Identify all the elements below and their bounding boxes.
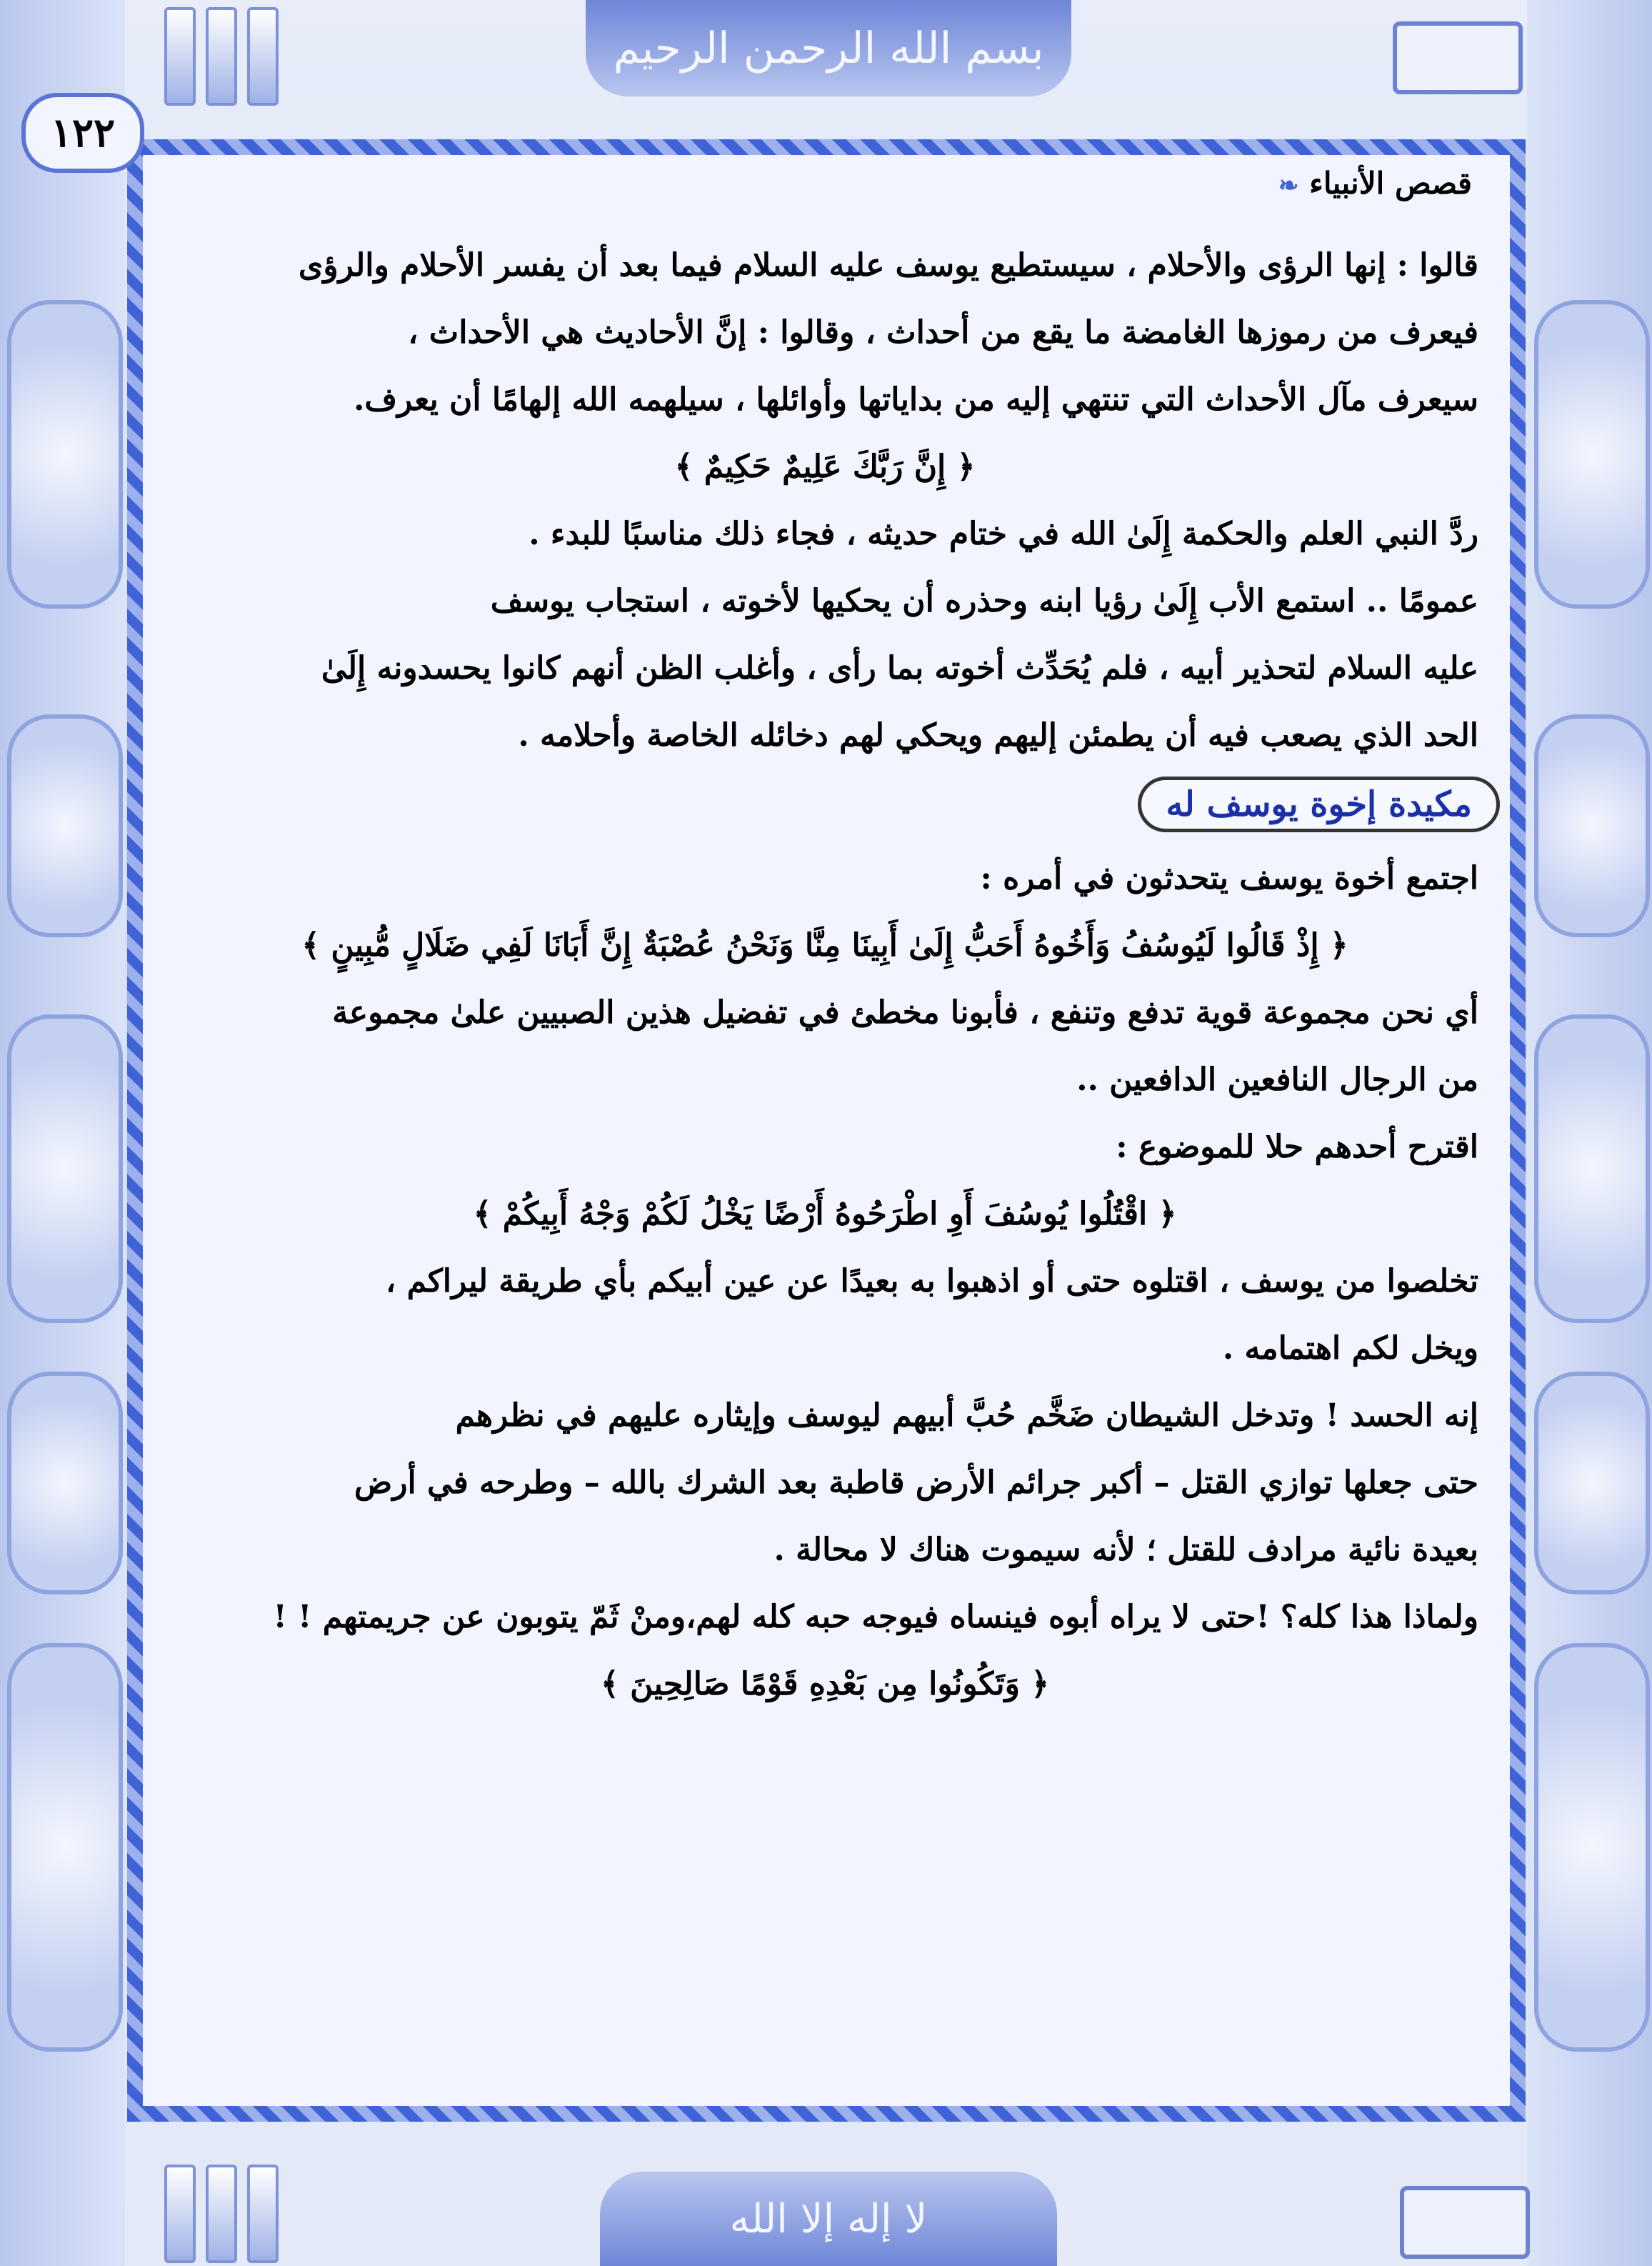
text-line: قالوا : إنها الرؤى والأحلام ، سيستطيع يوسف عليه السلام فيما بعد أن يفسر الأحلام والرؤى (298, 247, 1478, 284)
calligraphy-panel (1534, 714, 1650, 937)
page-number: ١٢٢ (21, 93, 144, 173)
open-book-icon (1400, 2186, 1530, 2259)
quran-verse: ﴿ إِنَّ رَبَّكَ عَلِيمٌ حَكِيمٌ ﴾ (674, 449, 976, 485)
text-line: اقترح أحدهم حلا للموضوع : (1116, 1129, 1478, 1165)
running-head: قصص الأنبياء ❧ (1278, 166, 1472, 201)
section-heading-wrap (171, 772, 1478, 842)
text-line: من الرجال النافعين الدافعين .. (1076, 1062, 1478, 1098)
quran-verse: ﴿ إِذْ قَالُوا لَيُوسُفُ وَأَخُوهُ أَحَبُّ إِلَىٰ أَبِينَا مِنَّا وَنَحْنُ عُصْبَةٌ إِنَّ أَبَانَا لَفِي ضَلَالٍ مُّبِينٍ ﴾ (301, 927, 1348, 964)
candles-icon (164, 2165, 279, 2263)
text-line: اجتمع أخوة يوسف يتحدثون في أمره : (980, 860, 1478, 897)
text-line: ردَّ النبي العلم والحكمة إِلَىٰ الله في ختام حديثه ، فجاء ذلك مناسبًا للبدء . (529, 516, 1478, 552)
text-line: أي نحن مجموعة قوية تدفع وتنفع ، فأبونا مخطئ في تفضيل هذين الصبيين علىٰ مجموعة (332, 994, 1478, 1031)
basmala-text: بسم الله الرحمن الرحيم (613, 23, 1044, 74)
candles-icon (164, 7, 279, 106)
text-line: بعيدة نائية مرادف للقتل ؛ لأنه سيموت هناك لا محالة . (774, 1532, 1478, 1568)
calligraphy-panel (7, 714, 123, 937)
section-heading: مكيدة إخوة يوسف له (1138, 777, 1500, 832)
text-line: سيعرف مآل الأحداث التي تنتهي إليه من بداياتها وأوائلها ، سيلهمه الله إلهامًا أن يعرف. (354, 381, 1478, 418)
calligraphy-panel (1534, 1372, 1650, 1594)
quran-verse: ﴿ وَتَكُونُوا مِن بَعْدِهِ قَوْمًا صَالِحِينَ ﴾ (601, 1666, 1049, 1702)
quran-verse: ﴿ اقْتُلُوا يُوسُفَ أَوِ اطْرَحُوهُ أَرْضًا يَخْلُ لَكُمْ وَجْهُ أَبِيكُمْ ﴾ (473, 1196, 1177, 1232)
shahada-text: لا إله إلا الله (729, 2195, 928, 2242)
text-line: تخلصوا من يوسف ، اقتلوه حتى أو اذهبوا به بعيدًا عن عين أبيكم بأي طريقة ليراكم ، (386, 1263, 1478, 1299)
text-line: إنه الحسد ! وتدخل الشيطان ضَخَّم حُبَّ أبيهم ليوسف وإيثاره عليهم في نظرهم (455, 1397, 1478, 1434)
calligraphy-panel (7, 300, 123, 609)
mosque-image (7, 1643, 123, 2052)
paragraph-group-1 (171, 232, 1478, 434)
text-line: ويخل لكم اهتمامه . (1222, 1330, 1478, 1367)
text-line: حتى جعلها توازي القتل – أكبر جرائم الأرض قاطبة بعد الشرك بالله – وطرحه في أرض (354, 1464, 1478, 1501)
text-line: فيعرف من رموزها الغامضة ما يقع من أحداث ، وقالوا : إنَّ الأحاديث هي الأحداث ، (408, 314, 1478, 351)
kaaba-image (7, 1014, 123, 1323)
top-banner (586, 0, 1071, 96)
body-text (171, 232, 1478, 1718)
paragraph-group-4 (171, 979, 1478, 1181)
text-line: عمومًا .. استمع الأب إِلَىٰ رؤيا ابنه وحذره أن يحكيها لأخوته ، استجاب يوسف (490, 583, 1478, 619)
right-decorative-border (1527, 0, 1652, 2266)
bottom-banner (600, 2172, 1057, 2266)
open-book-icon (1393, 21, 1523, 94)
mosque-image (1534, 1643, 1650, 2052)
left-decorative-border (0, 0, 125, 2266)
text-line: الحد الذي يصعب فيه أن يطمئن إليهم ويحكي لهم دخائله الخاصة وأحلامه . (518, 717, 1478, 754)
calligraphy-panel (7, 1372, 123, 1594)
paragraph-group-2 (171, 501, 1478, 769)
calligraphy-panel (1534, 300, 1650, 609)
paragraph-group-5 (171, 1248, 1478, 1651)
ornament-icon: ❧ (1278, 171, 1299, 200)
kaaba-image (1534, 1014, 1650, 1323)
text-line: ولماذا هذا كله؟ !حتى لا يراه أبوه فينساه فيوجه حبه كله لهم،ومنْ ثَمّ يتوبون عن جريمتهم ! ! (273, 1599, 1478, 1635)
text-line: عليه السلام لتحذير أبيه ، فلم يُحَدِّث أخوته بما رأى ، وأغلب الظن أنهم كانوا يحسدونه إِلَىٰ (321, 650, 1478, 687)
